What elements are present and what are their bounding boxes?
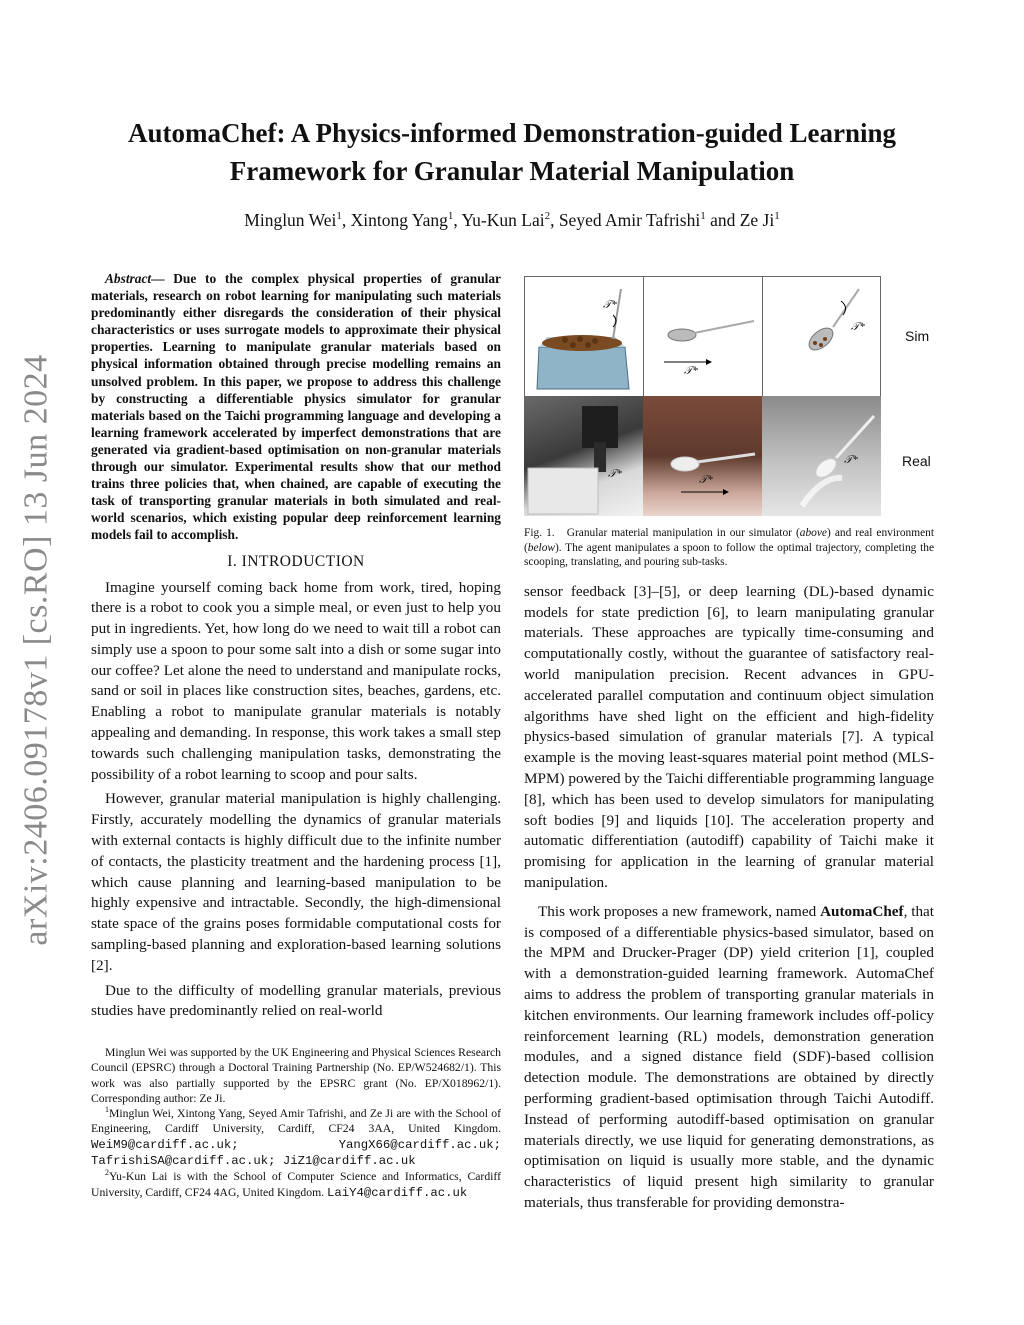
affiliation-mark: 2	[544, 210, 551, 223]
real-image-row	[524, 396, 881, 516]
real-panel-scoop	[524, 396, 643, 516]
trajectory-label: 𝒯*	[603, 299, 617, 311]
sim-translate-illustration	[644, 277, 762, 396]
affiliation-mark: 1	[447, 210, 454, 223]
left-column	[91, 270, 501, 1022]
abstract-text: Due to the complex physical properties of granular materials, research on robot learning for manipulating such materials predominantly either disregards the consideration of their physical characteristics or uses surrogate models to approximate their physical properties. Learning to manipulate granular materials based on physical information obtained through precise modelling remains an unsolved problem. In this paper, we propose to address this challenge by constructing a differentiable physics simulator for granular materials based on the Taichi programming language and developing a learning framework accelerated by imperfect demonstrations that are generated via gradient-based optimisation on non-granular materials through our simulator. Experimental results show that our method trains three policies that, when chained, are capable of executing the task of transporting granular materials in both simulated and real-world scenarios, which existing popular deep reinforcement learning models fail to accomplish.	[91, 271, 501, 543]
title-line-1: AutomaChef: A Physics-informed Demonstration-guided Learning	[128, 118, 896, 148]
real-translate-illustration	[643, 396, 762, 516]
sim-scoop-illustration	[525, 277, 643, 396]
intro-paragraph: Imagine yourself coming back home from work, tired, hoping there is a robot to cook you a simple meal, or even just to help you put in ingredients. Yet, how long do we need to wait till a robot can simply use a spoon to pour some salt into a dish or some sugar into our coffee? Let alone the need to understand and manipulate rocks, sand or soil in places like construction sites, beaches, gardens, etc. Enabling a robot to manipulate granular materials is notably appealing and demanding. In response, this work takes a small step towards such challenging manipulation tasks, demonstrating the possibility of a robot learning to scoop and pour salts.	[91, 578, 501, 783]
body-paragraph: This work proposes a new framework, named AutomaChef, that is composed of a differentiable physics-based simulator, based on the MPM and Drucker-Prager (DP) yield criterion [1], coupled with a demonstration-guided learning framework. AutomaChef aims to address the problem of transporting granular materials in kitchen environments. Our learning framework includes off-policy reinforcement learning (RL) models, demonstration generation modules, and a signed distance field (SDF)-based collision detection module. The demonstrations are obtained by directly performing gradient-based optimisation through Taichi Autodiff. Instead of performing autodiff-based optimisation on granular materials directly, we use liquid for generating demonstrations, as optimisation on liquid is usually more stable, and the dynamic characteristics of liquid present high similarity to granular materials, thus transferable for providing demonstra-	[524, 902, 935, 1211]
framework-name: AutomaChef	[820, 902, 904, 920]
paper-title	[90, 114, 934, 190]
arxiv-sidebar	[12, 355, 62, 945]
author: Minglun Wei	[244, 210, 337, 230]
right-body	[524, 582, 934, 1214]
sim-panel-pour	[763, 277, 881, 396]
abstract: Abstract— Due to the complex physical properties of granular materials, research on robot learning for manipulating such materials predominantly either disregards the consideration of their physical characteristics or uses surrogate models to approximate their physical properties. Learning to manipulate granular materials based on physical information obtained through precise modelling remains an unsolved problem. In this paper, we propose to address this challenge by constructing a differentiable physics simulator for granular materials based on the Taichi programming language and developing a learning framework accelerated by imperfect demonstrations that are generated via gradient-based optimisation on non-granular materials through our simulator. Experimental results show that our method trains three policies that, when chained, are capable of executing the task of transporting granular materials in both simulated and real-world scenarios, which existing popular deep reinforcement learning models fail to accomplish.	[91, 271, 501, 543]
real-pour-illustration	[762, 396, 881, 516]
abstract-label: Abstract	[105, 271, 152, 286]
real-panel-translate	[643, 396, 762, 516]
sim-panel-translate	[644, 277, 763, 396]
affiliation-footnote-2: $^2$Yu-Kun Lai is with the School of Computer Science and Informatics, Cardiff University, Cardiff, CF24 4AG, United Kingdom. LaiY4@cardiff.ac.uk	[91, 1168, 501, 1200]
author-emails[interactable]: WeiM9@cardiff.ac.uk; YangX66@cardiff.ac.uk; TafrishiSA@cardiff.ac.uk; JiZ1@cardiff.ac.uk	[91, 1137, 501, 1169]
sim-image-row	[524, 276, 881, 397]
author: Xintong Yang	[350, 210, 448, 230]
footnotes	[91, 1045, 501, 1201]
author-email[interactable]: LaiY4@cardiff.ac.uk	[327, 1185, 468, 1200]
real-panel-pour	[762, 396, 881, 516]
arxiv-identifier: arXiv:2406.09178v1 [cs.RO] 13 Jun 2024	[18, 354, 56, 946]
affiliation-mark: 1	[336, 210, 342, 223]
trajectory-label: 𝒯*	[699, 474, 713, 486]
section-heading-introduction: I. INTRODUCTION	[227, 552, 365, 570]
author: Seyed Amir Tafrishi	[558, 210, 701, 230]
figure-caption: Fig. 1. Granular material manipulation in our simulator (above) and real environment (below). The agent manipulates a spoon to follow the optimal trajectory, completing the scooping, translating, and pouring sub-tasks.	[524, 527, 934, 569]
body-paragraph: sensor feedback [3]–[5], or deep learning (DL)-based dynamic models for state prediction [6], to learn manipulating granular materials. These approaches are typically time-consuming and computationally costly, without the guarantee of satisfactory real-world manipulation precision. Recent advances in GPU-accelerated parallel computation and continuum object simulation algorithms have shed light on the efficient and high-fidelity physics-based simulation of granular materials [7]. A typical example is the moving least-squares material point method (MLS-MPM) powered by the Taichi differentiable programming language [8], which has been used to develop simulators for manipulating soft bodies [9] and liquids [10]. The acceleration property and automatic differentiation (autodiff) capability of Taichi make it promising for application in the learning of granular material manipulation.	[524, 582, 934, 891]
real-label: Real	[902, 453, 931, 469]
affiliation-footnote-1: $^1$Minglun Wei, Xintong Yang, Seyed Amir Tafrishi, and Ze Ji are with the School of Engineering, Cardiff University, Cardiff, CF24 3AA, United Kingdom. WeiM9@cardiff.ac.uk; YangX66@cardiff.ac.uk; TafrishiSA@cardiff.ac.uk; JiZ1@cardiff.ac.uk	[91, 1105, 501, 1169]
right-column	[524, 276, 934, 1214]
intro-paragraph: However, granular material manipulation is highly challenging. Firstly, accurately modelling the dynamics of granular materials with external contacts is highly difficult due to the infinite number of contacts, the plasticity treatment and the hardening process [1], which cause planning and learning-based manipulation to be highly expensive and intractable. Secondly, the high-dimensional state space of the grains poses formidable computational costs for sampling-based planning and exploration-based learning solutions [2].	[91, 790, 501, 974]
intro-paragraph: Due to the difficulty of modelling granular materials, previous studies have predominantly relied on real-world	[91, 981, 501, 1020]
sim-label: Sim	[905, 328, 930, 344]
caption-label: Fig. 1.	[524, 527, 555, 539]
author-list: Minglun Wei$^1$, Xintong Yang$^1$, Yu-Kun Lai$^2$, Seyed Amir Tafrishi$^1$ and Ze Ji$^1$	[244, 210, 780, 230]
sim-pour-illustration	[763, 277, 881, 396]
trajectory-label: 𝒯*	[844, 454, 858, 466]
affiliation-mark: 1	[774, 210, 780, 223]
trajectory-label: 𝒯*	[851, 321, 865, 333]
funding-footnote: Minglun Wei was supported by the UK Engineering and Physical Sciences Research Council (EPSRC) through a Doctoral Training Partnership (No. EP/W524682/1). This work was also partially supported by the EPSRC grant (No. EP/X018962/1). Corresponding author: Ze Ji.	[91, 1046, 501, 1105]
real-scoop-illustration	[524, 396, 643, 516]
author: Yu-Kun Lai	[461, 210, 545, 230]
trajectory-label: 𝒯*	[684, 365, 698, 377]
author: Ze Ji	[739, 210, 775, 230]
affiliation-mark: 1	[700, 210, 706, 223]
title-line-2: Framework for Granular Material Manipulation	[229, 156, 795, 186]
sim-panel-scoop	[525, 277, 644, 396]
figure-1	[524, 276, 934, 516]
trajectory-label: 𝒯*	[608, 468, 622, 480]
